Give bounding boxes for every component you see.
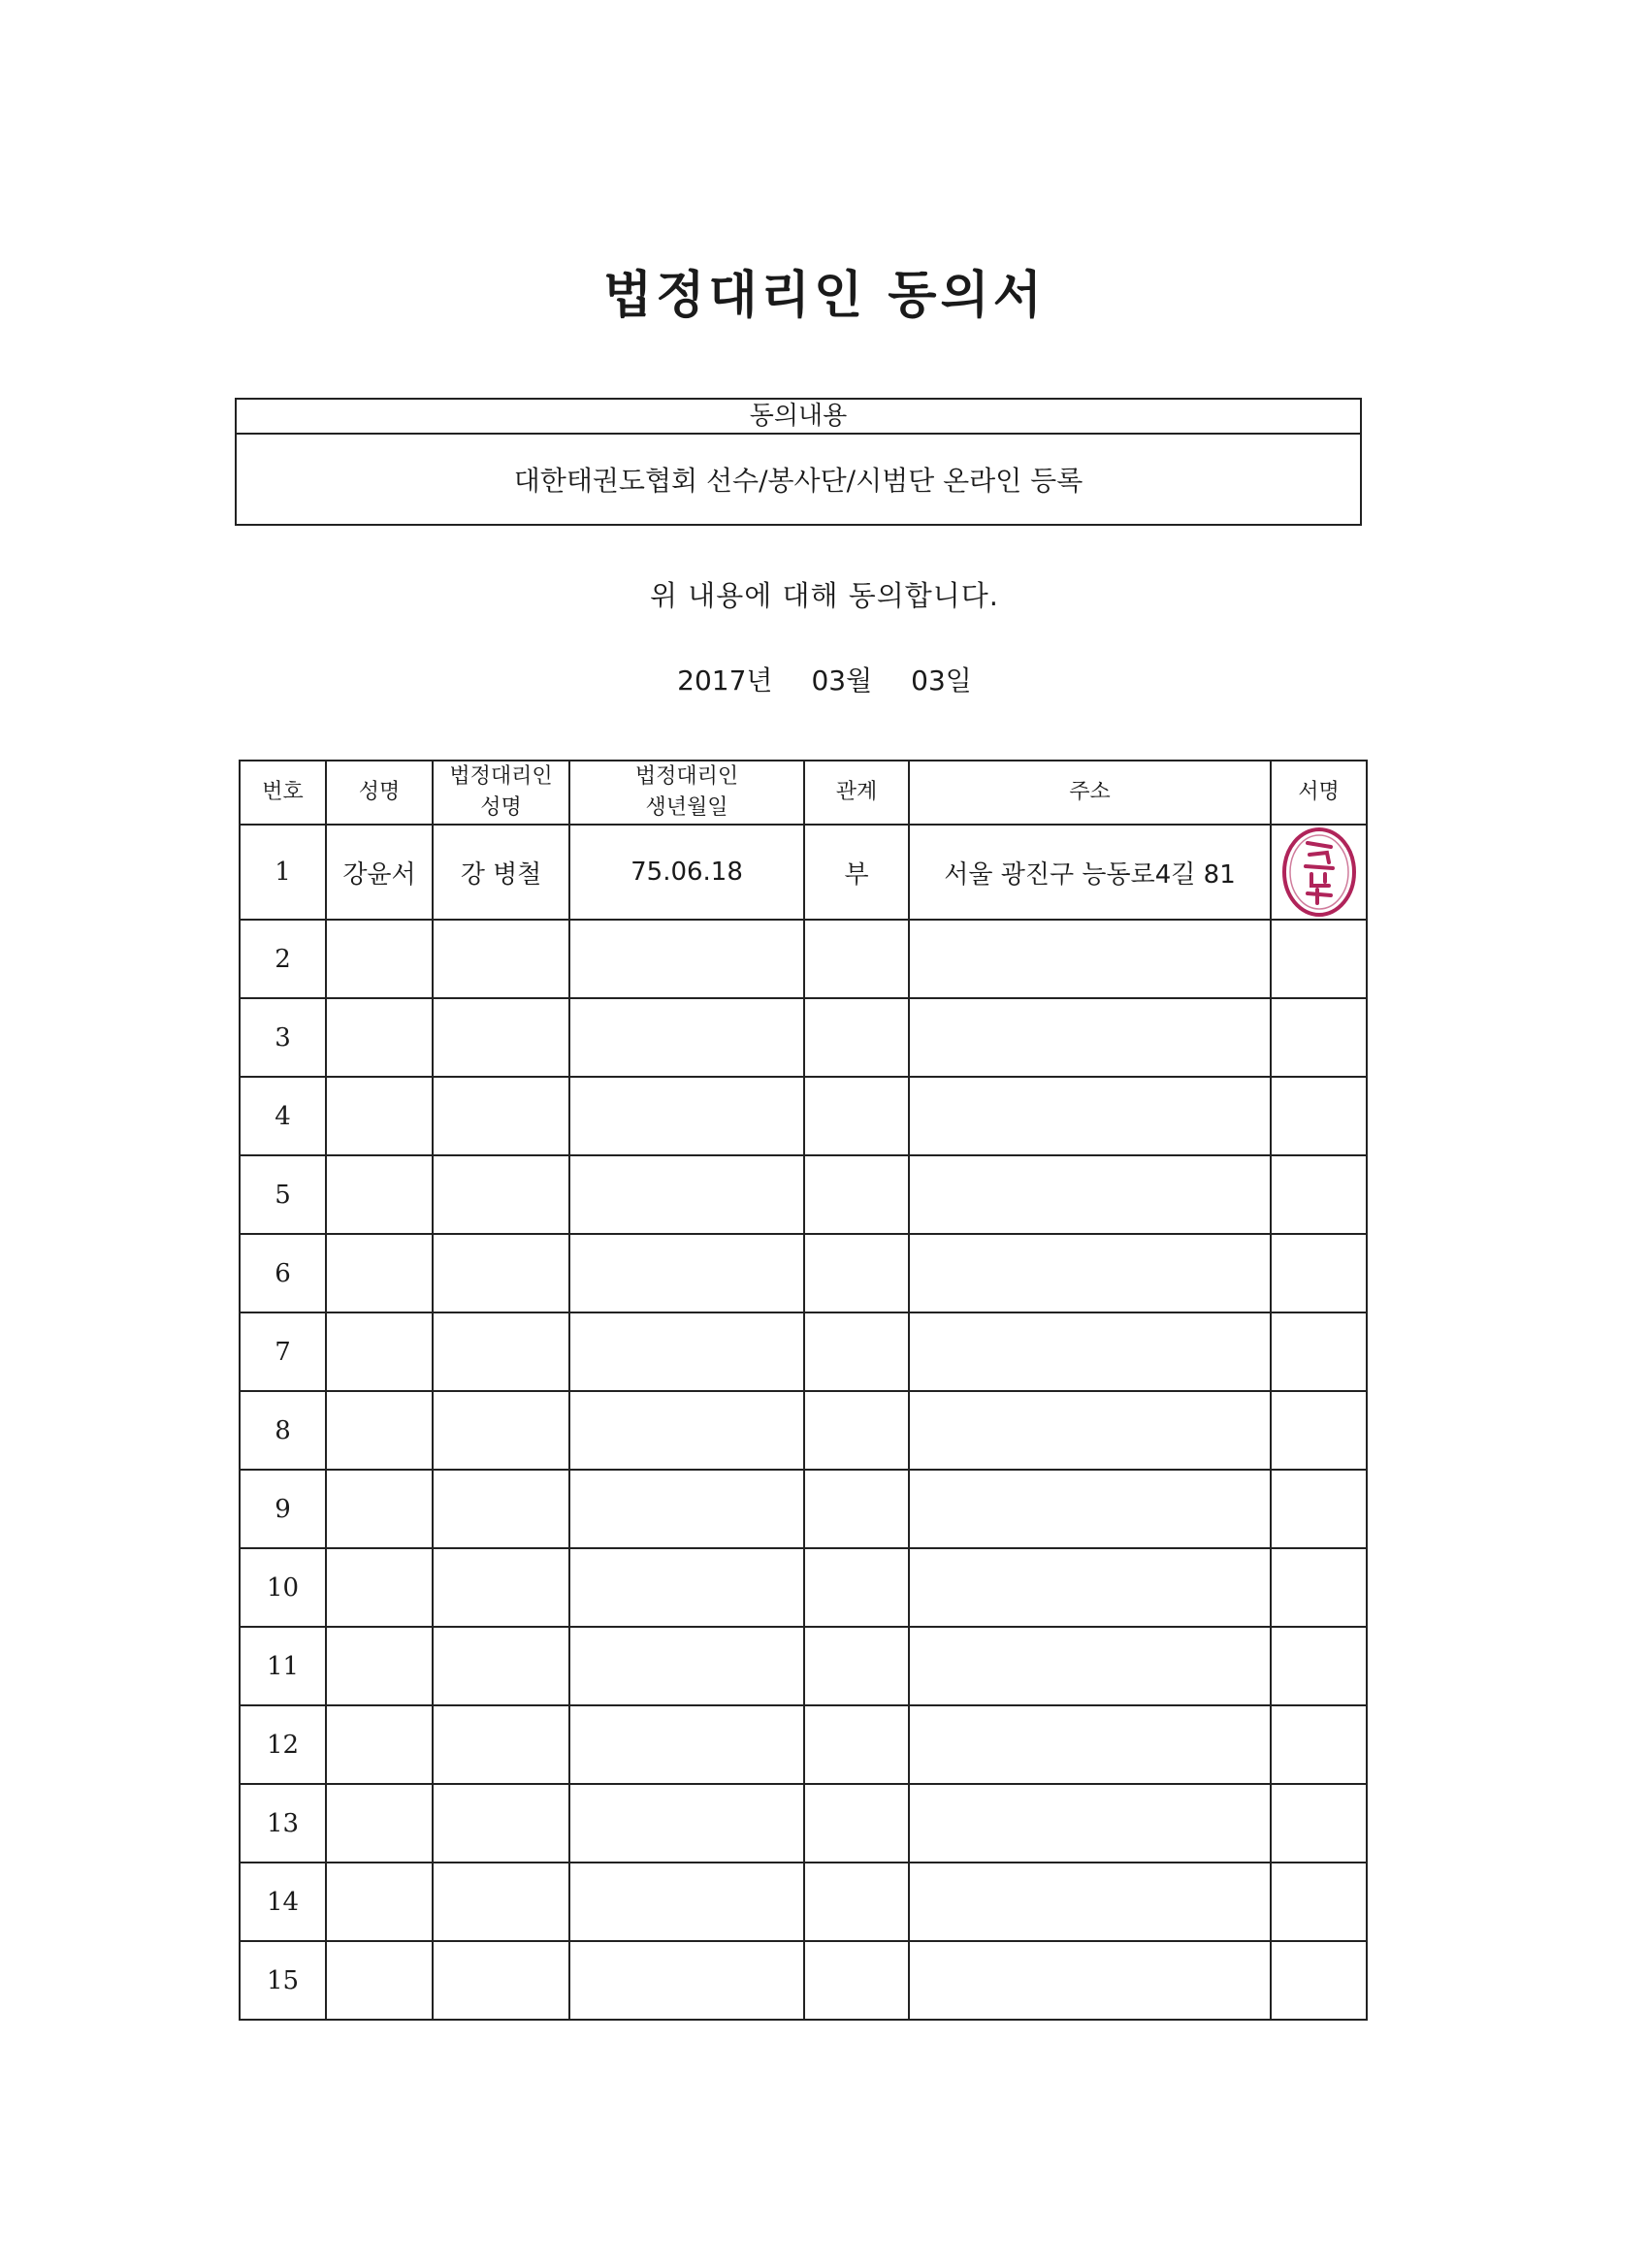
table-row	[240, 1627, 1367, 1705]
table-row	[240, 1784, 1367, 1863]
row-signature	[1271, 1941, 1367, 2020]
row-signature	[1271, 1155, 1367, 1234]
row-name	[326, 1155, 433, 1234]
row-guardian-birth	[569, 920, 804, 998]
row-guardian-birth	[569, 1077, 804, 1155]
row-address	[909, 920, 1271, 998]
row-address	[909, 1705, 1271, 1784]
table-row	[240, 1863, 1367, 1941]
row-name	[326, 1941, 433, 2020]
row-address	[909, 1548, 1271, 1627]
table-row	[240, 825, 1367, 920]
row-signature	[1271, 1705, 1367, 1784]
row-relation: 부	[804, 825, 909, 920]
header-guardian-name	[433, 761, 569, 825]
row-number: 12	[240, 1705, 326, 1784]
date-day: 03일	[911, 664, 972, 697]
row-signature	[1271, 1548, 1367, 1627]
consent-content-header: 동의내용	[237, 400, 1360, 435]
row-address	[909, 1234, 1271, 1312]
row-name: 강윤서	[326, 825, 433, 920]
table-header-row	[240, 761, 1367, 825]
row-signature	[1271, 1470, 1367, 1548]
row-number: 7	[240, 1312, 326, 1391]
row-number: 6	[240, 1234, 326, 1312]
header-guardian-name-line2: 성명	[480, 795, 522, 820]
row-guardian-birth	[569, 1941, 804, 2020]
row-guardian-name	[433, 920, 569, 998]
guardian-consent-table	[239, 760, 1368, 2021]
row-signature	[1271, 998, 1367, 1077]
row-relation	[804, 1391, 909, 1470]
row-number: 9	[240, 1470, 326, 1548]
row-guardian-birth	[569, 1155, 804, 1234]
table-row	[240, 1312, 1367, 1391]
row-relation	[804, 1627, 909, 1705]
agreement-statement: 위 내용에 대해 동의합니다.	[649, 579, 1000, 612]
row-guardian-birth	[569, 1784, 804, 1863]
row-relation	[804, 1705, 909, 1784]
row-guardian-name	[433, 1627, 569, 1705]
header-guardian-name-line1: 법정대리인	[449, 764, 553, 789]
row-signature	[1271, 1627, 1367, 1705]
date-year: 2017년	[677, 664, 773, 697]
row-number: 14	[240, 1863, 326, 1941]
row-signature	[1271, 1234, 1367, 1312]
header-signature: 서명	[1271, 761, 1367, 825]
row-address	[909, 1784, 1271, 1863]
row-relation	[804, 1863, 909, 1941]
row-name	[326, 1627, 433, 1705]
row-guardian-name	[433, 1312, 569, 1391]
row-relation	[804, 1784, 909, 1863]
row-address	[909, 1627, 1271, 1705]
table-row	[240, 1155, 1367, 1234]
table-row	[240, 1470, 1367, 1548]
row-guardian-birth	[569, 1548, 804, 1627]
table-row	[240, 1234, 1367, 1312]
row-guardian-birth	[569, 1863, 804, 1941]
table-row	[240, 998, 1367, 1077]
row-name	[326, 1470, 433, 1548]
row-number: 4	[240, 1077, 326, 1155]
row-guardian-name	[433, 1705, 569, 1784]
row-number: 2	[240, 920, 326, 998]
header-guardian-birth-line2: 생년월일	[645, 795, 728, 820]
header-relation: 관계	[804, 761, 909, 825]
table-row	[240, 920, 1367, 998]
row-guardian-name	[433, 1941, 569, 2020]
row-number: 8	[240, 1391, 326, 1470]
consent-date	[0, 660, 1649, 698]
document-title: 법정대리인 동의서	[603, 266, 1046, 325]
row-guardian-name: 강 병철	[433, 825, 569, 920]
row-relation	[804, 1470, 909, 1548]
row-relation	[804, 1548, 909, 1627]
row-relation	[804, 1077, 909, 1155]
row-signature	[1271, 1077, 1367, 1155]
row-address	[909, 1941, 1271, 2020]
red-seal-stamp-icon	[1278, 826, 1360, 919]
table-row	[240, 1077, 1367, 1155]
consent-content-body: 대한태권도협회 선수/봉사단/시범단 온라인 등록	[513, 465, 1083, 497]
row-guardian-birth	[569, 1470, 804, 1548]
row-guardian-name	[433, 998, 569, 1077]
header-no: 번호	[240, 761, 326, 825]
row-relation	[804, 1155, 909, 1234]
row-name	[326, 1391, 433, 1470]
table-row	[240, 1941, 1367, 2020]
table-row	[240, 1548, 1367, 1627]
row-guardian-name	[433, 1155, 569, 1234]
row-name	[326, 1863, 433, 1941]
row-guardian-birth: 75.06.18	[569, 825, 804, 920]
row-relation	[804, 1312, 909, 1391]
row-number: 5	[240, 1155, 326, 1234]
table-row	[240, 1391, 1367, 1470]
row-address	[909, 1155, 1271, 1234]
row-address: 서울 광진구 능동로4길 81	[909, 825, 1271, 920]
row-guardian-name	[433, 1863, 569, 1941]
row-name	[326, 920, 433, 998]
row-guardian-birth	[569, 1705, 804, 1784]
row-guardian-birth	[569, 1627, 804, 1705]
row-number: 15	[240, 1941, 326, 2020]
row-signature	[1271, 1312, 1367, 1391]
header-address: 주소	[909, 761, 1271, 825]
row-guardian-name	[433, 1784, 569, 1863]
row-number: 3	[240, 998, 326, 1077]
row-number: 1	[240, 825, 326, 920]
row-address	[909, 1470, 1271, 1548]
row-signature	[1271, 1391, 1367, 1470]
row-signature	[1271, 1784, 1367, 1863]
row-address	[909, 1863, 1271, 1941]
row-name	[326, 1784, 433, 1863]
row-address	[909, 1077, 1271, 1155]
row-address	[909, 1391, 1271, 1470]
row-guardian-birth	[569, 1391, 804, 1470]
row-guardian-birth	[569, 1234, 804, 1312]
row-name	[326, 1234, 433, 1312]
row-name	[326, 1312, 433, 1391]
row-relation	[804, 920, 909, 998]
row-guardian-name	[433, 1234, 569, 1312]
row-name	[326, 1077, 433, 1155]
row-relation	[804, 998, 909, 1077]
row-signature	[1271, 1863, 1367, 1941]
consent-content-box	[235, 398, 1362, 526]
row-signature	[1271, 920, 1367, 998]
row-name	[326, 998, 433, 1077]
row-guardian-birth	[569, 1312, 804, 1391]
row-name	[326, 1705, 433, 1784]
table-row	[240, 1705, 1367, 1784]
header-guardian-birth-line1: 법정대리인	[634, 764, 739, 789]
row-relation	[804, 1234, 909, 1312]
row-guardian-name	[433, 1077, 569, 1155]
row-number: 11	[240, 1627, 326, 1705]
row-address	[909, 1312, 1271, 1391]
header-guardian-birth	[569, 761, 804, 825]
row-guardian-name	[433, 1470, 569, 1548]
row-guardian-birth	[569, 998, 804, 1077]
row-number: 10	[240, 1548, 326, 1627]
row-relation	[804, 1941, 909, 2020]
row-address	[909, 998, 1271, 1077]
row-name	[326, 1548, 433, 1627]
row-signature	[1271, 825, 1367, 920]
row-guardian-name	[433, 1391, 569, 1470]
date-month: 03월	[811, 664, 873, 697]
row-number: 13	[240, 1784, 326, 1863]
header-name: 성명	[326, 761, 433, 825]
row-guardian-name	[433, 1548, 569, 1627]
